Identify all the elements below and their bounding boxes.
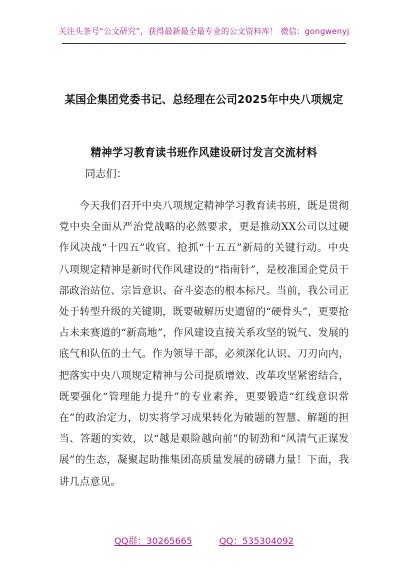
document-title-line-1: 某国企集团党委书记、总经理在公司2025年中央八项规定 bbox=[64, 94, 344, 106]
header-note: 关注头条号“公文研究”，获得最新最全最专业的公文资料库！ 微信：gongwenyj bbox=[58, 27, 350, 36]
footer-qq: QQ：535304092 bbox=[219, 537, 294, 547]
body-paragraph: 今天我们召开中央八项规定精神学习教育读书班，既是贯彻党中央全面从严治党战略的必然要求，更是推动XX公司以过硬作风决战“十四五”收官、抢抓“十五五”新局的关键行动。中央八项规定精神是新时代作风建设的“指南针”，是校准国企党员干部政治站位、宗旨意识、奋斗姿态的根本标尺。当前，我公司正处于转型升级的关键期，既要破解历史遗留的“硬骨头”，更要抢占未来赛道的“新高地”，作风建设直接关系攻坚的锐气、发展的底气和队伍的士气。作为领导干部，必须深化认识、刀刃向内，把落实中央八项规定精神与公司提质增效、改革攻坚紧密结合，既要强化“管理能力提升”的专业素养，更要锻造“红线意识常在”的政治定力，切实将学习成果转化为破题的智慧、解题的担当、答题的实效，以“越是艰险越向前”的韧劲和“风清气正谋发展”的生态，凝聚起助推集团高质量发展的磅礴力量！下面，我讲几点意见。 bbox=[59, 201, 349, 488]
salutation: 同志们： bbox=[85, 168, 127, 180]
document-title-line-2: 精神学习教育读书班作风建设研讨发言交流材料 bbox=[90, 147, 318, 159]
header-divider bbox=[62, 43, 346, 44]
footer-qq-group: QQ群：30265665 bbox=[114, 537, 193, 547]
footer bbox=[0, 534, 408, 547]
